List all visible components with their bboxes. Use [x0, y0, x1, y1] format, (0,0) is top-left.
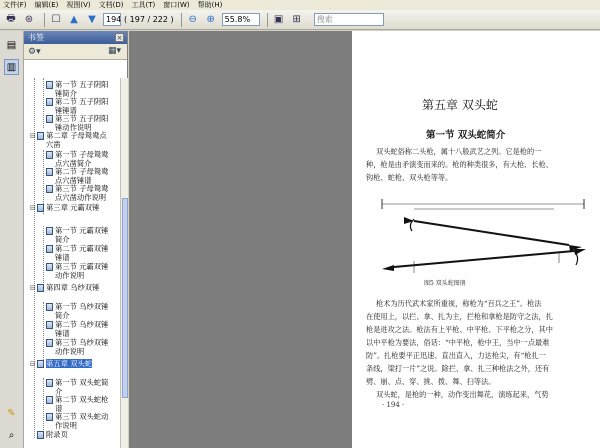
bookmark-item[interactable]: 第三节 双头蛇动: [55, 412, 109, 421]
page-count: ( 197 / 222 ): [124, 15, 174, 24]
navigation-strip: [0, 31, 24, 448]
bookmark-item-continuation[interactable]: 作说明: [55, 421, 77, 430]
double-spear-illustration: [374, 191, 592, 286]
collapse-toggle-icon[interactable]: ⊟: [30, 284, 36, 292]
bookmark-icon: [46, 413, 53, 421]
bookmark-item[interactable]: 第三节 乌纱双锤: [55, 338, 109, 347]
bookmarks-panel: [24, 31, 128, 448]
bookmark-item[interactable]: 第二节 双头蛇枪: [55, 395, 109, 404]
paragraph-line: 在使用上，以拦、拿、扎为主，拦枪和拿枪是防守之法，扎: [366, 312, 553, 321]
panel-title-text: 书签: [28, 33, 44, 42]
bookmark-item-continuation[interactable]: 点穴凿动作说明: [55, 193, 107, 202]
attach-icon[interactable]: ⊛: [24, 14, 34, 25]
figure-caption: 图5 双头蛇图册: [424, 280, 466, 287]
paragraph-line: 条线，梁打一片”之说。除拦、拿、扎三种枪法之外，还有: [366, 364, 550, 373]
bookmark-item-continuation[interactable]: 锤动作说明: [55, 123, 92, 132]
next-page-icon[interactable]: ▼: [88, 14, 96, 25]
document-viewer: [129, 31, 600, 448]
bookmark-scrollbar[interactable]: [120, 78, 128, 448]
bookmark-icon: [37, 360, 44, 368]
tree-guide: [43, 378, 44, 430]
attachments-icon[interactable]: ⌕: [8, 429, 15, 441]
toolbar-divider: [267, 13, 268, 27]
toolbar-divider: [181, 13, 182, 27]
bookmark-icon: [46, 396, 53, 404]
toolbar: [0, 10, 600, 30]
bookmark-icon: [46, 81, 53, 89]
bookmark-icon: [46, 303, 53, 311]
bookmark-icon: [46, 185, 53, 193]
paragraph-line: 枪是进攻之法。枪法有上平枪、中平枪、下平枪之分，其中: [366, 325, 553, 334]
fit-page-icon[interactable]: ▣: [273, 14, 284, 25]
bookmark-item-continuation[interactable]: 点穴凿锤谱: [55, 176, 92, 185]
hand-tool-icon[interactable]: ☐: [51, 14, 61, 25]
paragraph-line: 钩枪、蛇枪、双头枪等等。: [366, 173, 453, 182]
print-icon[interactable]: 🖶: [6, 13, 16, 24]
panel-toolbar: [24, 44, 127, 60]
zoom-input[interactable]: 55.8%: [222, 13, 260, 26]
menu-edit[interactable]: 编辑(E): [34, 1, 59, 9]
panel-title: [24, 31, 127, 44]
bookmark-item[interactable]: 第二节 元霸双锤: [55, 244, 109, 253]
bookmarks-icon[interactable]: ▥: [4, 59, 19, 75]
bookmark-icon: [46, 168, 53, 176]
bookmark-item[interactable]: 第一节 乌纱双锤: [55, 302, 109, 311]
zoom-out-icon[interactable]: ⊖: [188, 14, 197, 25]
bookmark-item[interactable]: 第二节 五子阴阳: [55, 97, 109, 106]
bookmark-item[interactable]: 第一节 元霸双锤: [55, 226, 109, 235]
bookmark-icon: [46, 263, 53, 271]
bookmark-item-continuation[interactable]: 锤锤谱: [55, 106, 77, 115]
menu-window[interactable]: 窗口(W): [163, 1, 190, 9]
document-page: [352, 31, 600, 448]
bookmark-icon: [46, 379, 53, 387]
expand-icon[interactable]: ▦▾: [107, 46, 121, 56]
bookmark-icon: [46, 227, 53, 235]
bookmark-item[interactable]: 第三章 元霸双锤: [46, 203, 100, 212]
bookmark-item-continuation[interactable]: 点穴凿简介: [55, 159, 92, 168]
paragraph-line: 劈、崩、点、穿、挑、拨、舞、扫等法。: [366, 377, 496, 386]
tree-guide: [43, 226, 44, 289]
bookmark-item[interactable]: 第三节 子母鸳鸯: [55, 184, 109, 193]
bookmark-item[interactable]: 第五章 双头蛇: [46, 359, 93, 368]
paragraph-line: 种，枪是由矛演变而来的。枪的种类很多，有大枪、长枪、: [366, 160, 553, 169]
paragraph-line: 防”。扎枪要平正迅速、直出直入，力达枪尖，有“枪扎一: [366, 351, 546, 360]
bookmark-tree: [24, 78, 120, 448]
bookmark-item-continuation[interactable]: 动作说明: [55, 347, 85, 356]
paragraph-line: 枪术为历代武术家所重视，称枪为“百兵之王”。枪法: [376, 299, 542, 308]
options-icon[interactable]: ⚙▾: [28, 46, 41, 57]
bookmark-item-continuation[interactable]: 穴凿: [46, 140, 61, 149]
bookmark-item[interactable]: 第三节 元霸双锤: [55, 262, 109, 271]
zoom-in-icon[interactable]: ⊕: [206, 14, 215, 25]
menu-tools[interactable]: 工具(T): [131, 1, 156, 9]
fit-width-icon[interactable]: ⊞: [292, 14, 301, 25]
collapse-toggle-icon[interactable]: ⊟: [30, 132, 36, 140]
previous-page-icon[interactable]: ▲: [70, 14, 78, 25]
bookmark-item-continuation[interactable]: 动作说明: [55, 271, 85, 280]
close-icon[interactable]: ×: [116, 34, 123, 42]
bookmark-item[interactable]: 第四章 乌纱双锤: [46, 283, 100, 292]
tree-guide: [43, 78, 44, 128]
bookmark-item-continuation[interactable]: 锤谱: [55, 253, 70, 262]
bookmark-item-continuation[interactable]: 介: [55, 387, 63, 396]
pages-icon[interactable]: ▤: [6, 39, 17, 51]
bookmark-item-continuation[interactable]: 锤谱: [55, 329, 70, 338]
scrollbar-thumb[interactable]: [122, 198, 128, 398]
bookmark-item[interactable]: 第三节 五子阴阳: [55, 114, 109, 123]
bookmark-icon: [37, 431, 44, 439]
bookmark-item-continuation[interactable]: 简介: [55, 311, 70, 320]
collapse-toggle-icon[interactable]: ⊟: [30, 204, 36, 212]
bookmark-item-continuation[interactable]: 简介: [55, 235, 70, 244]
chapter-title: 第五章 双头蛇: [422, 98, 498, 112]
bookmark-item-continuation[interactable]: 谱: [55, 404, 63, 413]
paragraph-line: 双头蛇俗称二头枪，属十八般武艺之列。它是枪的一: [376, 147, 542, 156]
bookmark-icon: [37, 284, 44, 292]
bookmark-item[interactable]: 附录页: [46, 430, 68, 439]
bookmark-icon: [46, 245, 53, 253]
comments-icon[interactable]: ✎: [7, 407, 16, 419]
paragraph-line: 双头蛇，是枪的一种，动作变出舞花，演练起来，气势: [376, 390, 549, 399]
bookmark-item[interactable]: 第二节 子母鸳鸯: [55, 167, 109, 176]
paragraph-line: 以中平枪为要法，俗话：“中平枪，枪中王，当中一点最难: [366, 338, 550, 347]
bookmark-icon: [46, 339, 53, 347]
menu-view[interactable]: 视图(V): [66, 1, 91, 9]
bookmark-icon: [37, 132, 44, 140]
bookmark-icon: [46, 115, 53, 123]
bookmark-icon: [46, 98, 53, 106]
bookmark-item[interactable]: 第一节 双头蛇简: [55, 378, 109, 387]
bookmark-item[interactable]: 第一节 五子阴阳: [55, 80, 109, 89]
toolbar-divider: [44, 13, 45, 27]
menu-bar: [0, 0, 600, 10]
section-title: 第一节 双头蛇简介: [426, 130, 506, 141]
menu-document[interactable]: 文档(D): [98, 1, 124, 9]
menu-help[interactable]: 帮助(H): [197, 1, 223, 9]
bookmark-item[interactable]: 第一节 子母鸳鸯: [55, 150, 109, 159]
bookmark-icon: [37, 204, 44, 212]
bookmark-item[interactable]: 第二节 乌纱双锤: [55, 320, 109, 329]
bookmark-item[interactable]: 第二章 子母鸳鸯点: [46, 131, 107, 140]
bookmark-item-continuation[interactable]: 锤简介: [55, 89, 77, 98]
menu-file[interactable]: 文件(F): [3, 1, 27, 9]
bookmark-icon: [46, 321, 53, 329]
tree-guide: [43, 302, 44, 366]
collapse-toggle-icon[interactable]: ⊟: [30, 360, 36, 368]
page-number-input[interactable]: 194: [103, 13, 121, 26]
search-input[interactable]: 搜索: [314, 13, 384, 26]
bookmark-icon: [46, 151, 53, 159]
page-number: · 194 ·: [382, 401, 405, 409]
